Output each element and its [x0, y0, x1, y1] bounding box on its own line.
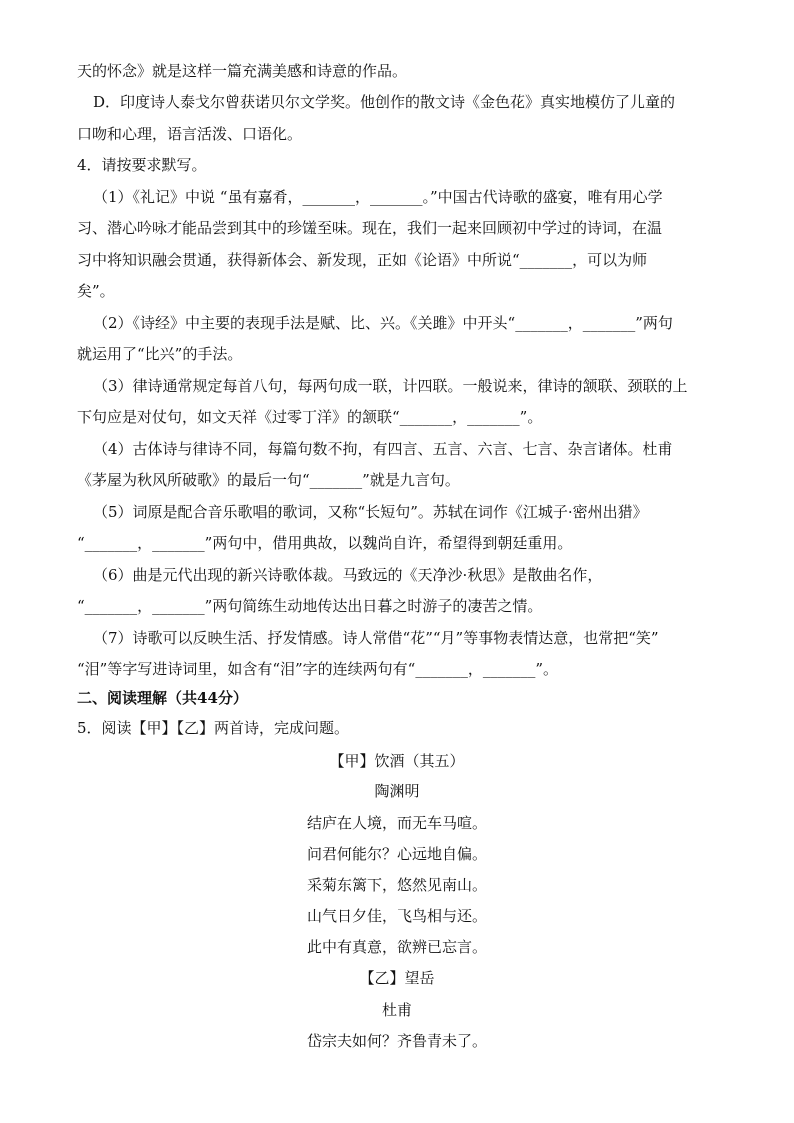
q4-item-7-line-2: “泪”等字写进诗词里，如含有“泪”字的连续两句有“_______，_______”。: [77, 660, 559, 678]
q4-item-5-line-1: （5）词原是配合音乐歌唱的歌词，又称“长短句”。苏轼在词作《江城子·密州出猎》: [93, 503, 648, 521]
q4-item-6-line-2: “_______，_______”两句简练生动地传达出日暮之时游子的凄苦之情。: [77, 597, 543, 615]
q4-item-1-line-4: 矣”。: [77, 282, 115, 300]
question-5-title: 5．阅读【甲】【乙】两首诗，完成问题。: [77, 719, 350, 737]
q4-item-3-line-2: 下句应是对仗句，如文天祥《过零丁洋》的颔联“_______，_______”。: [77, 408, 543, 426]
q4-item-7-line-1: （7）诗歌可以反映生活、抒发情感。诗人常借“花”“月”等事物表情达意，也常把“笑”: [93, 629, 659, 647]
q4-item-6-line-1: （6）曲是元代出现的新兴诗歌体裁。马致远的《天净沙·秋思》是散曲名作，: [93, 566, 603, 584]
q4-item-2-line-1: （2）《诗经》中主要的表现手法是赋、比、兴。《关雎》中开头“_______，_______”两句: [93, 314, 673, 332]
q4-item-3-line-1: （3）律诗通常规定每首八句，每两句成一联，计四联。一般说来，律诗的颔联、颈联的上: [93, 377, 688, 395]
q4-item-4-line-2: 《茅屋为秋风所破歌》的最后一句“_______”就是九言句。: [77, 471, 460, 489]
poem-b-author: 杜甫: [381, 1001, 412, 1019]
poem-a-title: 【甲】饮酒（其五）: [329, 752, 465, 770]
q4-item-2-line-2: 就运用了“比兴”的手法。: [77, 345, 243, 363]
poem-a-line-1: 结庐在人境，而无车马喧。: [306, 814, 487, 832]
poem-a-line-3: 采菊东篱下，悠然见南山。: [306, 876, 487, 894]
section-2-heading: 二、阅读理解（共44分）: [77, 689, 248, 707]
poem-a-line-5: 此中有真意，欲辨已忘言。: [306, 938, 487, 956]
q4-item-1-line-3: 习中将知识融会贯通，获得新体会、新发现，正如《论语》中所说“_______，可以为师: [77, 251, 648, 269]
poem-b-line-1: 岱宗夫如何？齐鲁青未了。: [306, 1032, 487, 1050]
poem-a-line-4: 山气日夕佳，飞鸟相与还。: [306, 907, 487, 925]
poem-a-line-2: 问君何能尔？心远地自偏。: [306, 845, 487, 863]
poem-a-author: 陶渊明: [374, 782, 420, 800]
q4-item-1-line-2: 习、潜心吟咏才能品尝到其中的珍馐至味。现在，我们一起来回顾初中学过的诗词，在温: [77, 219, 663, 237]
option-d-line-2: 口吻和心理，语言活泼、口语化。: [77, 125, 303, 143]
poem-b-title: 【乙】望岳: [359, 969, 435, 987]
option-d-line-1: D．印度诗人泰戈尔曾获诺贝尔文学奖。他创作的散文诗《金色花》真实地模仿了儿童的: [93, 93, 676, 111]
option-c-continuation: 天的怀念》就是这样一篇充满美感和诗意的作品。: [77, 62, 408, 80]
q4-item-4-line-1: （4）古体诗与律诗不同，每篇句数不拘，有四言、五言、六言、七言、杂言诸体。杜甫: [93, 440, 673, 458]
q4-item-1-line-1: （1）《礼记》中说 “虽有嘉肴，_______，_______。”中国古代诗歌的盛宴，唯有用心学: [93, 188, 663, 206]
question-4-title: 4．请按要求默写。: [77, 156, 207, 174]
q4-item-5-line-2: “_______，_______”两句中，借用典故，以魏尚自许，希望得到朝廷重用。: [77, 534, 573, 552]
